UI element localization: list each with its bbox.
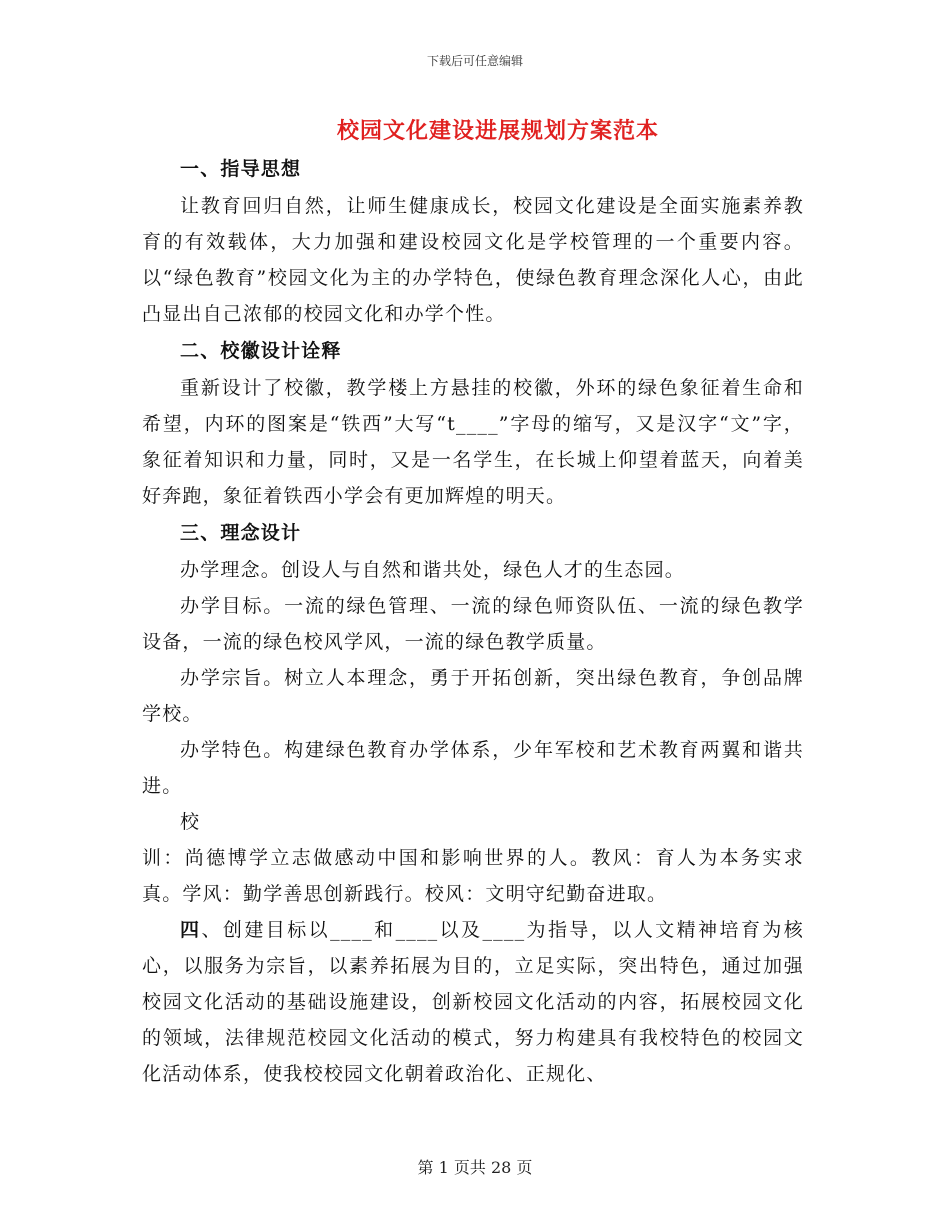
section-3-paragraph-4: 办学特色。构建绿色教育办学体系，少年军校和艺术教育两翼和谐共进。 [142,739,804,797]
section-1-paragraph: 让教育回归自然，让师生健康成长，校园文化建设是全面实施素养教育的有效载体，大力加强和建设校园文化是学校管理的一个重要内容。以“绿色教育”校园文化为主的办学特色，使绿色教育理念深化人心，由此凸显出自己浓郁的校园文化和办学个性。 [142,195,804,325]
section-heading-3: 三、理念设计 [180,522,302,544]
section-4-paragraph [142,912,804,1092]
section-3-paragraph-5: 校 [180,811,201,833]
section-heading-1: 一、指导思想 [180,158,302,180]
section-3-paragraph-2: 办学目标。一流的绿色管理、一流的绿色师资队伍、一流的绿色教学设备，一流的绿色校风学风，一流的绿色教学质量。 [142,595,804,653]
section-3-paragraph-3: 办学宗旨。树立人本理念，勇于开拓创新，突出绿色教育，争创品牌学校。 [142,667,804,725]
section-4-text: 、创建目标以____和____以及____为指导，以人文精神培育为核心，以服务为宗旨，以素养拓展为目的，立足实际，突出特色，通过加强校园文化活动的基础设施建设，创新校园文化活动的内容，拓展校园文化的领域，法律规范校园文化活动的模式，努力构建具有我校特色的校园文化活动体系，使我校校园文化朝着政治化、正规化、 [142,919,804,1085]
header-note: 下载后可任意编辑 [426,54,523,68]
document-title: 校园文化建设进展规划方案范本 [336,118,659,144]
section-heading-4: 四 [180,919,202,941]
section-3-paragraph-1: 办学理念。创设人与自然和谐共处，绿色人才的生态园。 [180,559,686,581]
section-heading-2: 二、校徽设计诠释 [180,340,342,362]
section-2-paragraph: 重新设计了校徽，教学楼上方悬挂的校徽，外环的绿色象征着生命和希望，内环的图案是“铁西”大写“t____”字母的缩写，又是汉字“文”字，象征着知识和力量，同时，又是一名学生，在长城上仰望着蓝天，向着美好奔跑，象征着铁西小学会有更加辉煌的明天。 [142,377,804,507]
page-footer: 第 1 页共 28 页 [417,1158,533,1177]
section-3-paragraph-6: 训：尚德博学立志做感动中国和影响世界的人。教风：育人为本务实求真。学风：勤学善思创新践行。校风：文明守纪勤奋进取。 [142,847,804,905]
document-body [142,150,804,1092]
